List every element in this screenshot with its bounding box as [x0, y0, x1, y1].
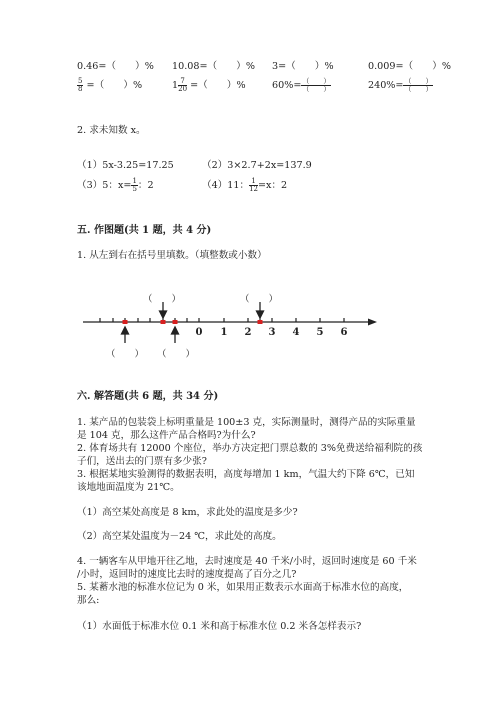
- conv-item-1: 0.46=（ ）%: [77, 61, 154, 72]
- problem-4-line-2: /小时，返回时的速度比去时的速度提高了百分之几?: [77, 569, 297, 580]
- section-5-question: 1. 从左到右在括号里填数。（填整数或小数）: [77, 250, 267, 261]
- problem-2-line-1: 2. 体育场共有 12000 个座位，举办方决定把门票总数的 3%免费送给福利院的孩: [77, 443, 423, 454]
- fraction: $\frac{1}{5}$: [132, 177, 137, 193]
- equation-1: （1）5x-3.25=17.25: [77, 160, 174, 171]
- equation-4: （4）11： $\frac{1}{12}$ =x：2: [202, 177, 288, 193]
- up-arrow-icon: [172, 327, 179, 343]
- conv-item-4: 0.009=（ ）%: [368, 61, 451, 72]
- tick-label: 1: [220, 327, 228, 338]
- tick-label: 4: [292, 327, 300, 338]
- conv-item-2: 10.08=（ ）%: [172, 61, 255, 72]
- tick-label: 0: [195, 327, 203, 338]
- answer-blank[interactable]: （ ）: [239, 294, 279, 305]
- section-6-heading: 六. 解答题(共 6 题，共 34 分): [77, 391, 219, 402]
- fraction: $\frac{1}{12}$: [249, 177, 259, 193]
- problem-4-line-1: 4. 一辆客车从甲地开往乙地，去时速度是 40 千米/小时，返回时速度是 60 千米: [77, 556, 417, 567]
- fraction: $\frac{7}{20}$: [178, 77, 188, 93]
- problem-3-sub-1: （1）高空某处高度是 8 km，求此处的温度是多少?: [77, 507, 298, 518]
- fraction: $\frac{( )}{( )}$: [302, 77, 331, 93]
- problem-3-line-2: 该地地面温度为 21℃。: [77, 482, 180, 493]
- equation-2: （2）3×2.7+2x=137.9: [202, 160, 312, 171]
- problem-5-sub-1: （1）水面低于标准水位 0.1 米和高于标准水位 0.2 米各怎样表示?: [77, 621, 362, 632]
- tick-label: 5: [316, 327, 324, 338]
- conv-item-3: 3=（ ）%: [272, 61, 334, 72]
- conv-item-5: $\frac{5}{8}$ =（ ）%: [78, 77, 143, 93]
- conv-item-8: 240%= $\frac{( )}{( )}$: [368, 77, 433, 93]
- conv-item-7: 60%= $\frac{( )}{( )}$: [272, 77, 331, 93]
- tick-label: 3: [268, 327, 276, 338]
- equation-3: （3）5：x= $\frac{1}{5}$ ：2: [77, 177, 154, 193]
- tick-label: 2: [244, 327, 252, 338]
- problem-2-line-2: 子们，送出去的门票有多少张?: [77, 456, 207, 467]
- tick-label: 6: [340, 327, 348, 338]
- axis-arrow: [368, 319, 377, 326]
- problem-5-line-2: 那么:: [77, 595, 100, 606]
- up-arrow-icon: [122, 327, 129, 343]
- section-5-heading: 五. 作图题(共 1 题，共 4 分): [77, 225, 212, 236]
- fraction: $\frac{5}{8}$: [78, 77, 83, 93]
- answer-blank[interactable]: （ ）: [142, 294, 182, 305]
- conv-item-6: 1 $\frac{7}{20}$ =（ ）%: [172, 77, 246, 93]
- fraction: $\frac{( )}{( )}$: [404, 77, 433, 93]
- problem-3-sub-2: （2）高空某处温度为－24 ℃，求此处的高度。: [77, 531, 282, 542]
- answer-blank[interactable]: （ ）: [105, 349, 145, 360]
- q2-title: 2. 求未知数 x。: [77, 125, 146, 136]
- problem-3-line-1: 3. 根据某地实验测得的数据表明，高度每增加 1 km，气温大约下降 6℃，已知: [77, 469, 415, 480]
- problem-1-line-1: 1. 某产品的包装袋上标明重量是 100±3 克，实际测量时，测得产品的实际重量: [77, 417, 416, 428]
- problem-1-line-2: 是 104 克，那么这件产品合格吗?为什么?: [77, 430, 256, 441]
- problem-5-line-1: 5. 某蓄水池的标准水位记为 0 米，如果用正数表示水面高于标准水位的高度，: [77, 582, 409, 593]
- answer-blank[interactable]: （ ）: [156, 349, 196, 360]
